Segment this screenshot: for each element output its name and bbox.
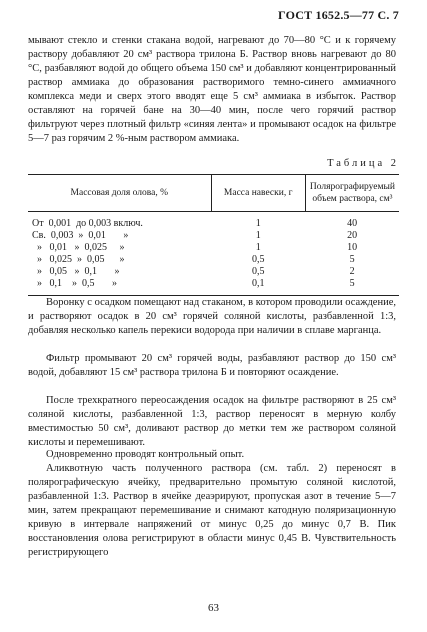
table-row — [28, 242, 399, 254]
cell-mass: 1 — [255, 218, 261, 229]
header-sample-mass: Масса навески, г — [211, 175, 305, 212]
cell-volume: 5 — [349, 278, 355, 289]
paragraph-6: Аликвотную часть полученного раствора (см. табл. 2) переносят в полярографическую ячейку, предварительно промытую соляной кислотой, разбавленной 1:3. Раствор в ячейке деаэрируют, пропуская азот в течение 5—7 мин, затем прекращают перемешивание и снимают катодную поляризационную кривую в интервале напряжений от минус 0,25 до минус 0,7 В. Пик восстановления олова регистрируют в области минус 0,45 В. Чувствительность регистрирующего — [28, 463, 396, 558]
page-header-standard: ГОСТ 1652.5—77 С. 7 — [278, 8, 399, 22]
header-tin-fraction: Массовая доля олова, % — [70, 188, 169, 198]
table-row — [28, 230, 399, 242]
cell-volume: 20 — [347, 230, 358, 241]
cell-range: » 0,01 » 0,025 » — [32, 242, 125, 253]
cell-range: От 0,001 до 0,003 включ. — [32, 218, 143, 229]
cell-mass: 1 — [255, 242, 261, 253]
paragraph-2: Воронку с осадком помещают над стаканом, в котором проводили осаждение, и растворяют осадок в 20 см³ горячей соляной кислоты, разбавленной 1:3, добавляя несколько капель перекиси водорода при наличии в сплаве марганца. — [28, 297, 396, 336]
table-row — [28, 212, 399, 231]
cell-volume: 40 — [347, 218, 358, 229]
cell-range: Св. 0,003 » 0,01 » — [32, 230, 129, 241]
table-row — [28, 278, 399, 296]
page-number: 63 — [208, 602, 219, 614]
cell-mass: 0,1 — [251, 278, 265, 289]
paragraph-3: Фильтр промывают 20 см³ горячей воды, разбавляют раствор до 150 см³ водой, добавляют 15 см³ раствора трилона Б и повторяют осаждение. — [28, 353, 396, 378]
cell-range: » 0,025 » 0,05 » — [32, 254, 125, 265]
paragraph-5: Одновременно проводят контрольный опыт. — [46, 449, 245, 460]
header-solution-volume: Полярографируемый объем раствора, см³ — [309, 182, 395, 204]
table-header-row — [28, 175, 399, 212]
table-2 — [28, 174, 399, 296]
paragraph-1: мывают стекло и стенки стакана водой, нагревают до 70—80 °С и к горячему раствору добавляют 20 см³ раствора трилона Б. Раствор вновь нагревают до 80 °С, разбавляют водой до общего объема 150 см³ и добавляют концентрированный раствор аммиака до образования растворимого темно-синего аммиачного комплекса меди и сверх этого вводят еще 5 см³ аммиака в избыток. Раствор оставляют на горячей бане на 30—40 мин, после чего горячий раствор фильтруют через плотный фильтр «синяя лента» и промывают осадок на фильтре 5—7 раз горячим 2 %-ным раствором аммиака. — [28, 35, 396, 144]
cell-mass: 1 — [255, 230, 261, 241]
cell-mass: 0,5 — [251, 254, 265, 265]
cell-volume: 2 — [349, 266, 355, 277]
cell-range: » 0,1 » 0,5 » — [32, 278, 117, 289]
table-row — [28, 254, 399, 266]
cell-volume: 10 — [347, 242, 358, 253]
cell-mass: 0,5 — [251, 266, 265, 277]
paragraph-4: После трехкратного переосаждения осадок на фильтре растворяют в 25 см³ соляной кислоты, разбавленной 1:3, раствор переносят в мерную колбу вместимостью 50 см³, доливают раствор до метки тем же раствором соляной кислоты и перемешивают. — [28, 395, 396, 448]
table-row — [28, 266, 399, 278]
cell-volume: 5 — [349, 254, 355, 265]
cell-range: » 0,05 » 0,1 » — [32, 266, 120, 277]
table-caption: Таблица 2 — [327, 158, 399, 169]
